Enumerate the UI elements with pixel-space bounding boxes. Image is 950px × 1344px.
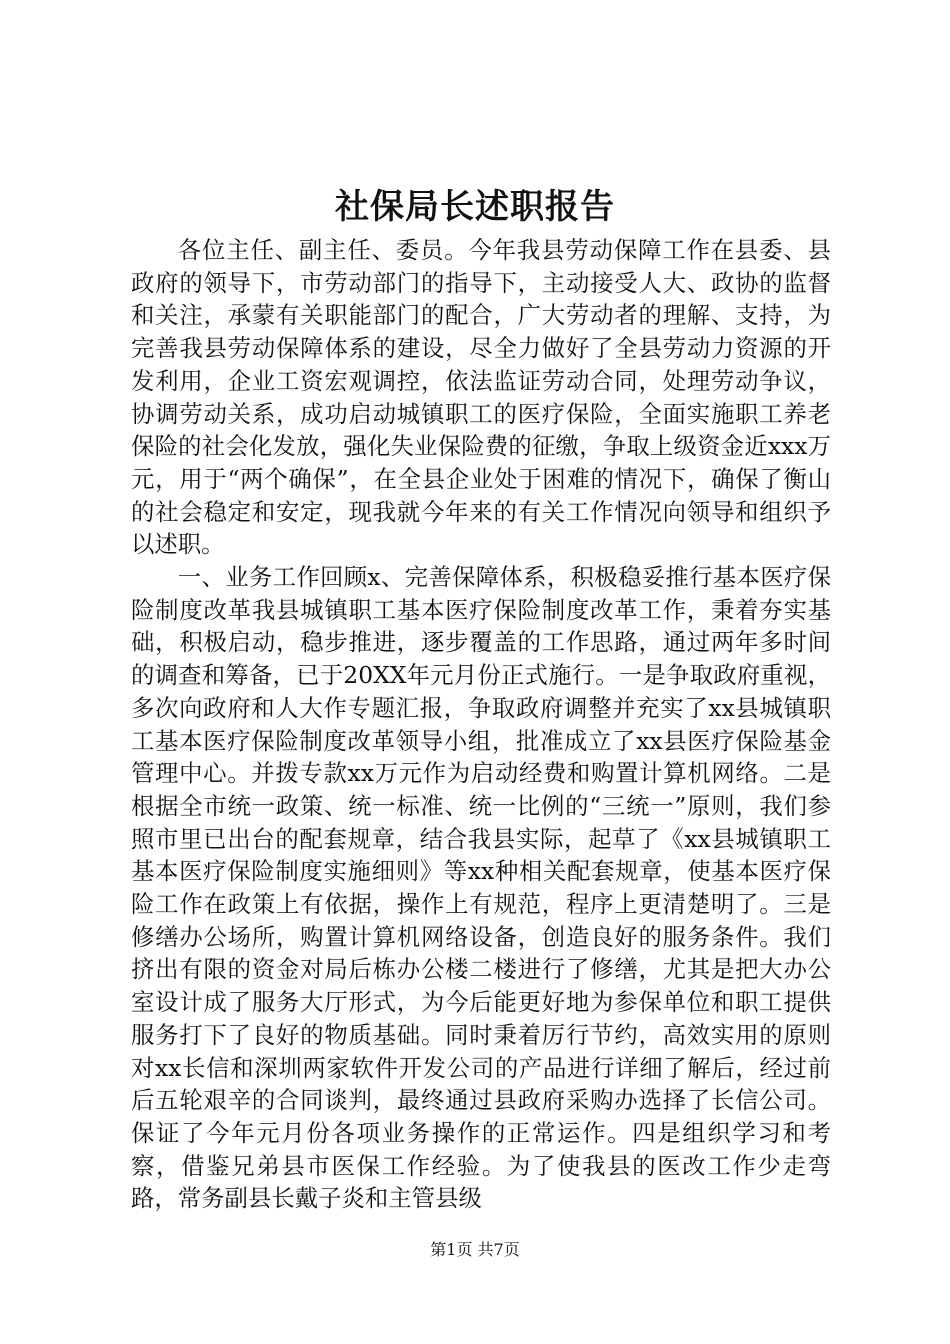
page-footer: 第1页 共7页 xyxy=(430,1240,520,1259)
paragraph-intro: 各位主任、副主任、委员。今年我县劳动保障工作在县委、县政府的领导下，市劳动部门的指导下，主动接受人大、政协的监督和关注，承蒙有关职能部门的配合，广大劳动者的理解、支持，为完善我县劳动保障体系的建设，尽全力做好了全县劳动力资源的开发利用，企业工资宏观调控，依法监证劳动合同，处理劳动争议，协调劳动关系，成功启动城镇职工的医疗保险，全面实施职工养老保险的社会化发放，强化失业保险费的征缴，争取上级资金近xxx万元，用于“两个确保”，在全县企业处于困难的情况下，确保了衡山的社会稳定和安定，现我就今年来的有关工作情况向领导和组织予以述职。 xyxy=(131,236,831,559)
page-title: 社保局长述职报告 xyxy=(335,187,615,227)
document-body xyxy=(131,234,831,1215)
paragraph-work-review: 一、业务工作回顾x、完善保障体系，积极稳妥推行基本医疗保险制度改革我县城镇职工基本医疗保险制度改革工作，秉着夯实基础，积极启动，稳步推进，逐步覆盖的工作思路，通过两年多时间的调查和筹备，已于20XX年元月份正式施行。一是争取政府重视，多次向政府和人大作专题汇报，争取政府调整并充实了xx县城镇职工基本医疗保险制度改革领导小组，批准成立了xx县医疗保险基金管理中心。并拨专款xx万元作为启动经费和购置计算机网络。二是根据全市统一政策、统一标准、统一比例的“三统一”原则，我们参照市里已出台的配套规章，结合我县实际，起草了《xx县城镇职工基本医疗保险制度实施细则》等xx种相关配套规章，使基本医疗保险工作在政策上有依据，操作上有规范，程序上更清楚明了。三是修缮办公场所，购置计算机网络设备，创造良好的服务条件。我们挤出有限的资金对局后栋办公楼二楼进行了修缮，尤其是把大办公室设计成了服务大厅形式，为今后能更好地为参保单位和职工提供服务打下了良好的物质基础。同时秉着厉行节约，高效实用的原则对xx长信和深圳两家软件开发公司的产品进行详细了解后，经过前后五轮艰辛的合同谈判，最终通过县政府采购办选择了长信公司。保证了今年元月份各项业务操作的正常运作。四是组织学习和考察，借鉴兄弟县市医保工作经验。为了使我县的医改工作少走弯路，常务副县长戴子炎和主管县级 xyxy=(131,563,831,1213)
